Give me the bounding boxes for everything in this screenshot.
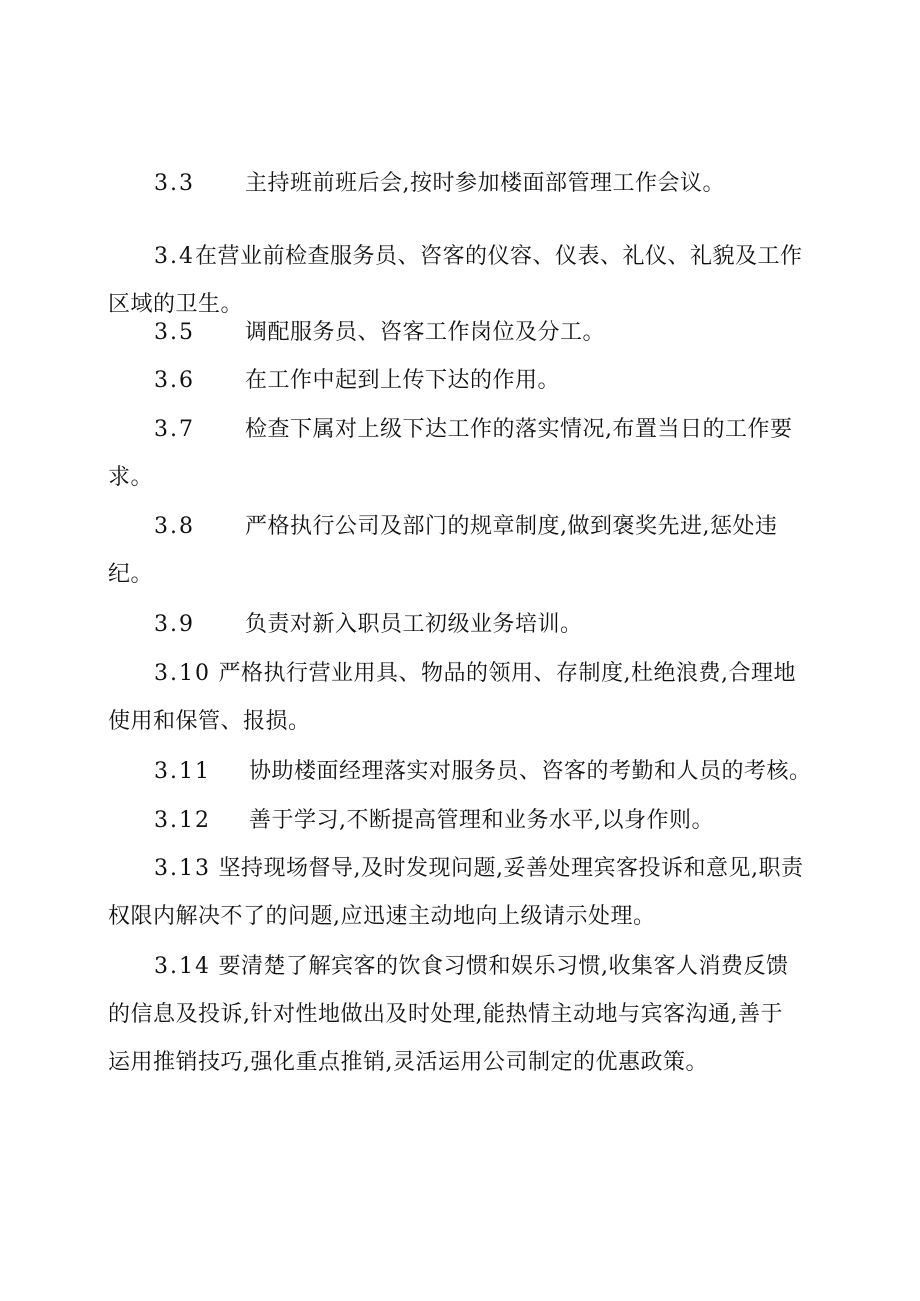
- clause-number: 3.3: [154, 171, 195, 196]
- clause-text: 主持班前班后会,按时参加楼面部管理工作会议。: [245, 171, 725, 196]
- clause-text-continued: 纪。: [108, 562, 154, 587]
- clause-number: 3.11: [154, 759, 211, 784]
- clause-number: 3.8: [154, 514, 195, 539]
- clause-text: 要清楚了解宾客的饮食习惯和娱乐习惯,收集客人消费反馈: [218, 954, 789, 979]
- clause-3-6: [108, 357, 820, 405]
- clause-number: 3.7: [154, 417, 195, 442]
- clause-number: 3.13: [154, 856, 211, 881]
- clause-text-continued: 使用和保管、报损。: [108, 709, 311, 734]
- clause-text-continued: 运用推销技巧,强化重点推销,灵活运用公司制定的优惠政策。: [108, 1050, 708, 1075]
- clause-text: 检查下属对上级下达工作的落实情况,布置当日的工作要: [245, 417, 793, 442]
- clause-text: 调配服务员、咨客工作岗位及分工。: [245, 320, 606, 345]
- clause-3-3: [108, 160, 820, 208]
- clause-3-5: [108, 309, 820, 357]
- clause-3-9: [108, 601, 820, 649]
- clause-text: 在工作中起到上传下达的作用。: [245, 368, 561, 393]
- clause-text-continued: 权限内解决不了的问题,应迅速主动地向上级请示处理。: [108, 904, 656, 929]
- clause-text-continued: 求。: [108, 465, 154, 490]
- clause-number: 3.14: [154, 954, 211, 979]
- clause-3-8: [108, 503, 820, 599]
- clause-number: 3.6: [154, 368, 195, 393]
- clause-number: 3.12: [154, 808, 211, 833]
- clause-3-10: [108, 650, 820, 746]
- clause-3-14: [108, 943, 820, 1087]
- clause-3-12: [108, 797, 820, 845]
- clause-text: 协助楼面经理落实对服务员、咨客的考勤和人员的考核。: [248, 759, 812, 784]
- clause-number: 3.4: [154, 244, 195, 269]
- clause-3-11: [108, 748, 820, 796]
- clause-number: 3.5: [154, 320, 195, 345]
- clause-text: 坚持现场督导,及时发现问题,妥善处理宾客投诉和意见,职责: [218, 856, 804, 881]
- clause-text: 在营业前检查服务员、咨客的仪容、仪表、礼仪、礼貌及工作: [195, 244, 803, 269]
- clause-text-continued: 的信息及投诉,针对性地做出及时处理,能热情主动地与宾客沟通,善于: [108, 1002, 783, 1027]
- clause-number: 3.10: [154, 661, 211, 686]
- clause-text: 严格执行公司及部门的规章制度,做到褒奖先进,惩处违: [245, 514, 778, 539]
- clause-3-13: [108, 845, 820, 941]
- clause-3-7: [108, 406, 820, 502]
- clause-text: 善于学习,不断提高管理和业务水平,以身作则。: [248, 808, 714, 833]
- clause-text-continued: 区域的卫生。: [108, 292, 244, 317]
- clause-number: 3.9: [154, 612, 195, 637]
- clause-text: 严格执行营业用具、物品的领用、存制度,杜绝浪费,合理地: [218, 661, 796, 686]
- clause-text: 负责对新入职员工初级业务培训。: [245, 612, 583, 637]
